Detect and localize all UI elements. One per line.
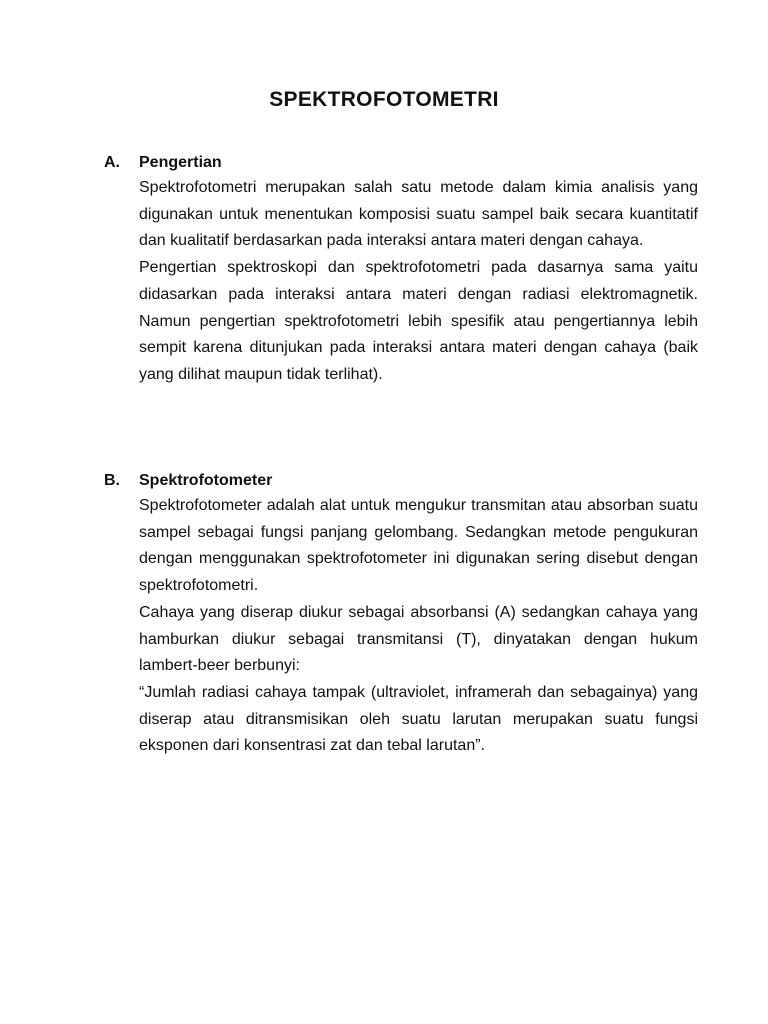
section-header (104, 151, 698, 175)
section-letter: B. (104, 472, 120, 489)
section-letter: A. (104, 154, 120, 171)
page-title: SPEKTROFOTOMETRI (269, 88, 499, 111)
paragraph: Spektrofotometri merupakan salah satu metode dalam kimia analisis yang digunakan untuk menentukan komposisi suatu sampel baik secara kuantitatif dan kualitatif berdasarkan pada interaksi antara materi dengan cahaya. (139, 179, 698, 250)
paragraph: Spektrofotometer adalah alat untuk mengukur transmitan atau absorban suatu sampel sebagai fungsi panjang gelombang. Sedangkan metode pengukuran dengan menggunakan spektrofotometer ini digunakan sering disebut dengan spektrofotometri. (139, 497, 698, 595)
section-spektrofotometer (104, 469, 698, 760)
section-heading: Pengertian (139, 154, 222, 171)
paragraph: Pengertian spektroskopi dan spektrofotometri pada dasarnya sama yaitu didasarkan pada interaksi antara materi dengan radiasi elektromagnetik. Namun pengertian spektrofotometri lebih spesifik atau pengertiannya lebih sempit karena ditunjukan pada interaksi antara materi dengan cahaya (baik yang dilihat maupun tidak terlihat). (139, 259, 698, 383)
paragraph: Cahaya yang diserap diukur sebagai absorbansi (A) sedangkan cahaya yang hamburkan diukur sebagai transmitansi (T), dinyatakan dengan hukum lambert-beer berbunyi: (139, 603, 698, 675)
section-pengertian (104, 151, 698, 389)
quote-paragraph: “Jumlah radiasi cahaya tampak (ultraviolet, inframerah dan sebagainya) yang diserap atau ditransmisikan oleh suatu larutan merupakan suatu fungsi eksponen dari konsentrasi zat dan tebal larutan”. (139, 683, 698, 755)
section-header (104, 469, 698, 493)
section-heading: Spektrofotometer (139, 472, 273, 489)
